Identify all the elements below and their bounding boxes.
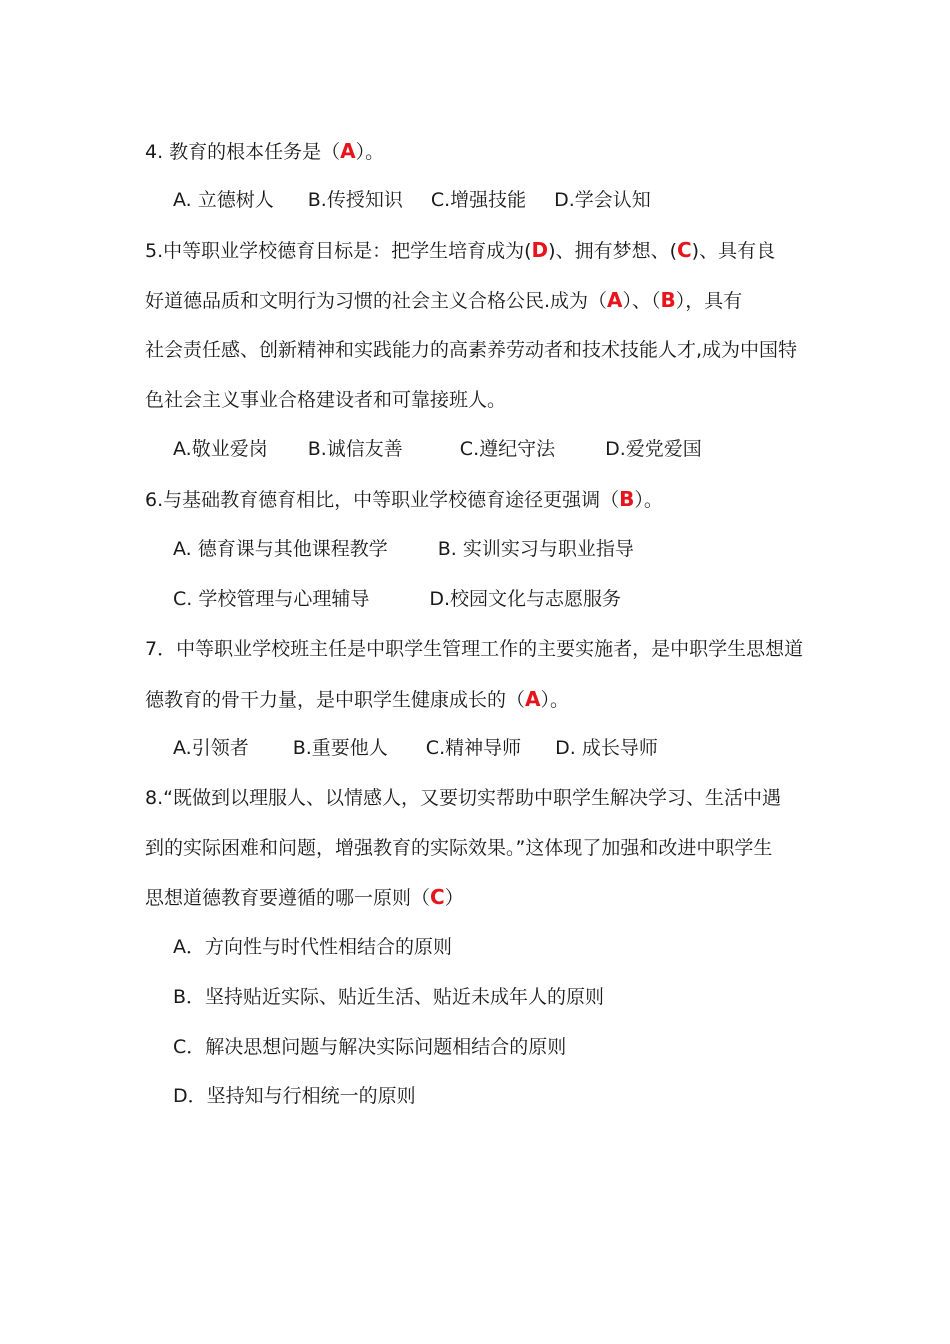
q5-option-d: D.爱党爱国 xyxy=(605,438,702,460)
q8-option-a: A．方向性与时代性相结合的原则 xyxy=(173,936,452,958)
q5-option-a: A.敬业爱岗 xyxy=(173,438,268,460)
q4-answer: A xyxy=(340,139,356,163)
q7-option-b: B.重要他人 xyxy=(292,737,388,759)
q7-option-d: D. 成长导师 xyxy=(555,737,658,759)
q7-answer: A xyxy=(525,687,541,711)
q5-option-b: B.诚信友善 xyxy=(307,438,403,460)
q4-option-c: C.增强技能 xyxy=(430,189,527,211)
q6-options-row-2 xyxy=(173,586,621,612)
q5-answer-1: D xyxy=(531,238,549,262)
q7-stem-line-2: 德教育的骨干力量，是中职学生健康成长的（A）。 xyxy=(145,687,570,711)
q4-option-d: D.学会认知 xyxy=(554,189,651,211)
q6-option-b: B. 实训实习与职业指导 xyxy=(437,538,634,560)
q5-stem-line-1: 5.中等职业学校德育目标是：把学生培育成为(D)、拥有梦想、(C)、具有良 xyxy=(145,238,776,262)
q8-stem-line-2: 到的实际困难和问题，增强教育的实际效果。”这体现了加强和改进中职学生 xyxy=(145,837,773,859)
q7-option-c: C.精神导师 xyxy=(425,737,522,759)
q7-option-a: A.引领者 xyxy=(173,737,249,759)
q8-option-b: B．坚持贴近实际、贴近生活、贴近未成年人的原则 xyxy=(173,986,605,1008)
q8-option-d: D．坚持知与行相统一的原则 xyxy=(173,1085,416,1107)
q6-stem: 6.与基础教育德育相比，中等职业学校德育途径更强调（B）。 xyxy=(145,487,663,511)
q5-option-c: C.遵纪守法 xyxy=(459,438,556,460)
q6-option-c: C. 学校管理与心理辅导 xyxy=(173,588,370,610)
q5-answer-3: A xyxy=(607,288,623,312)
q5-answer-4: B xyxy=(660,288,676,312)
q4-option-b: B.传授知识 xyxy=(307,189,403,211)
q4-stem: 4. 教育的根本任务是（A）。 xyxy=(145,139,385,163)
q5-stem-line-3: 社会责任感、创新精神和实践能力的高素养劳动者和技术技能人才,成为中国特 xyxy=(145,339,798,361)
q5-stem-line-2: 好道德品质和文明行为习惯的社会主义合格公民.成为（A）、（B），具有 xyxy=(145,288,743,312)
q6-options-row-1 xyxy=(173,536,634,562)
q8-option-c: C．解决思想问题与解决实际问题相结合的原则 xyxy=(173,1036,567,1058)
q8-stem-line-3: 思想道德教育要遵循的哪一原则（C） xyxy=(145,885,464,909)
q6-option-d: D.校园文化与志愿服务 xyxy=(429,588,622,610)
q5-options xyxy=(173,436,702,462)
q5-answer-2: C xyxy=(676,238,692,262)
q7-stem-line-1: 7．中等职业学校班主任是中职学生管理工作的主要实施者，是中职学生思想道 xyxy=(145,638,804,660)
q8-stem-line-1: 8.“既做到以理服人、以情感人，又要切实帮助中职学生解决学习、生活中遇 xyxy=(145,787,781,809)
q4-option-a: A. 立德树人 xyxy=(173,189,274,211)
q4-options xyxy=(173,187,651,213)
q6-option-a: A. 德育课与其他课程教学 xyxy=(173,538,388,560)
q6-answer: B xyxy=(619,487,635,511)
q8-answer: C xyxy=(430,885,445,909)
q5-stem-line-4: 色社会主义事业合格建设者和可靠接班人。 xyxy=(145,389,507,411)
q7-options xyxy=(173,735,658,761)
